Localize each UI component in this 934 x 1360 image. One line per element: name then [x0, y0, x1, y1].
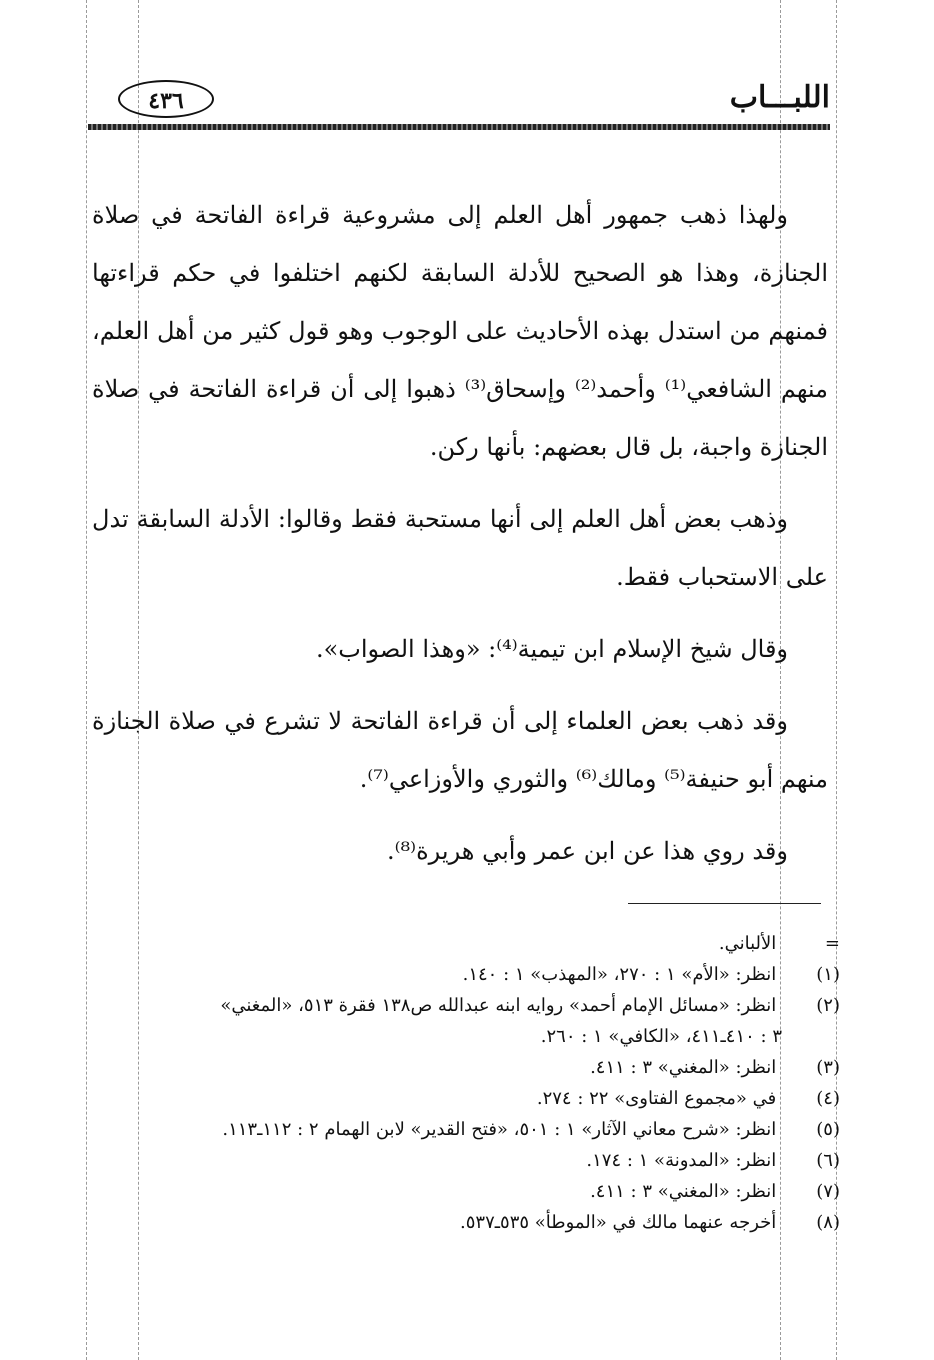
footnote-item	[80, 1114, 840, 1145]
body-paragraph: ولهذا ذهب جمهور أهل العلم إلى مشروعية قراءة الفاتحة في صلاة الجنازة، وهذا هو الصحيح للأدلة السابقة لكنهم اختلفوا في حكم قراءتها فمنهم من استدل بهذه الأحاديث على الوجوب وهو قول كثير من أهل العلم، منهم الشافعي⁽¹⁾ وأحمد⁽²⁾ وإسحاق⁽³⁾ ذهبوا إلى أن قراءة الفاتحة في صلاة الجنازة واجبة، بل قال بعضهم: بأنها ركن.	[92, 201, 828, 461]
main-text	[92, 186, 828, 880]
footnote-text: انظر: «مسائل الإمام أحمد» روايه ابنه عبدالله ص١٣٨ فقرة ٥١٣، «المغني»	[220, 995, 777, 1016]
footnote-text: الألباني.	[718, 933, 777, 954]
footnote-text: في «مجموع الفتاوى» ٢٢ : ٢٧٤.	[536, 1088, 777, 1109]
body-paragraph: وقال شيخ الإسلام ابن تيمية⁽⁴⁾: «وهذا الصواب».	[315, 635, 788, 663]
footnote-marker: (٢)	[816, 995, 840, 1016]
footnote-item	[80, 1176, 840, 1207]
footnote-text: انظر: «المدونة» ١ : ١٧٤.	[586, 1150, 777, 1171]
footnote-item	[80, 1083, 840, 1114]
footnote-text: انظر: «شرح معاني الآثار» ١ : ٥٠١، «فتح القدير» لابن الهمام ٢ : ١١٢ـ١١٣.	[222, 1119, 777, 1140]
footnote-separator	[628, 903, 821, 904]
footnote-item	[80, 959, 840, 990]
footnote-marker: (٥)	[816, 1119, 840, 1140]
body-paragraph: وقد ذهب بعض العلماء إلى أن قراءة الفاتحة لا تشرع في صلاة الجنازة منهم أبو حنيفة⁽⁵⁾ ومالك⁽⁶⁾ والثوري والأوزاعي⁽⁷⁾.	[92, 707, 828, 793]
body-paragraph: وذهب بعض أهل العلم إلى أنها مستحبة فقط وقالوا: الأدلة السابقة تدل على الاستحباب فقط.	[92, 505, 828, 591]
body-paragraph: وقد روي هذا عن ابن عمر وأبي هريرة⁽⁸⁾.	[387, 837, 788, 865]
footnote-item	[80, 1052, 840, 1083]
footnote-marker: =	[824, 933, 840, 954]
footnote-text: انظر: «المغني» ٣ : ٤١١.	[590, 1181, 777, 1202]
footnote-carryover	[80, 928, 840, 959]
footnote-item	[80, 1207, 840, 1238]
footnote-marker: (٦)	[816, 1150, 840, 1171]
footnote-continuation: ٣ : ٤١٠ـ٤١١، «الكافي» ١ : ٢٦٠.	[540, 1026, 782, 1047]
footnotes-section	[80, 928, 840, 1238]
footnote-item	[80, 1145, 840, 1176]
footnote-marker: (٧)	[816, 1181, 840, 1202]
footnote-marker: (٤)	[816, 1088, 840, 1109]
page-number-badge: ٤٣٦	[118, 80, 214, 118]
header-divider	[88, 124, 830, 130]
footnote-text: انظر: «المغني» ٣ : ٤١١.	[590, 1057, 777, 1078]
footnote-marker: (٣)	[816, 1057, 840, 1078]
footnote-text: انظر: «الأم» ١ : ٢٧٠، «المهذب» ١ : ١٤٠.	[462, 964, 777, 985]
footnote-item	[80, 990, 840, 1021]
footnote-text: أخرجه عنهما مالك في «الموطأ» ٥٣٥ـ٥٣٧.	[460, 1212, 777, 1233]
footnote-marker: (١)	[816, 964, 840, 985]
footnote-marker: (٨)	[816, 1212, 840, 1233]
running-header-title: اللبـــاب	[729, 80, 830, 115]
